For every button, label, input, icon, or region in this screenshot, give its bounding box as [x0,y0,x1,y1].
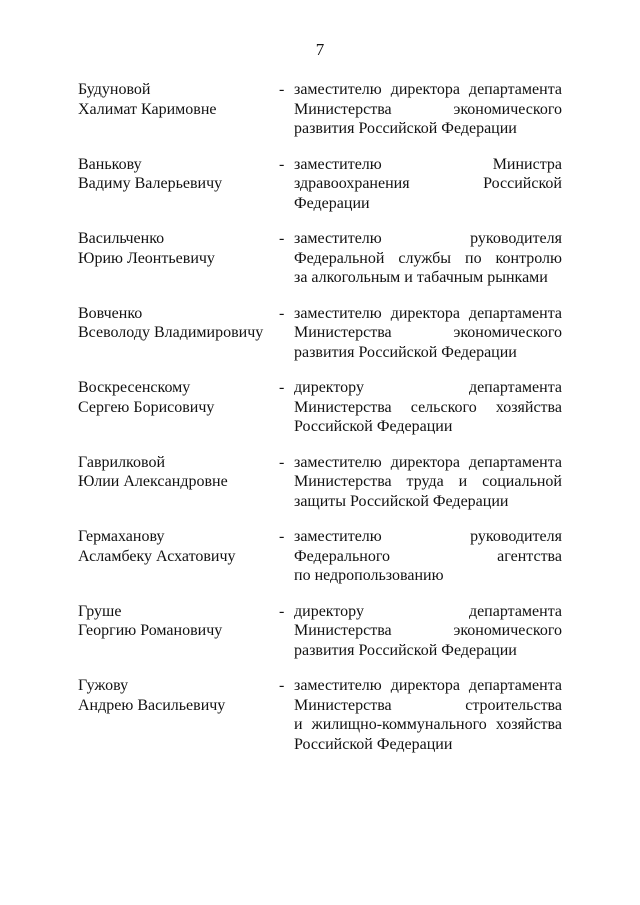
position-line [294,194,562,214]
position-word: экономического [453,324,562,342]
position-line [294,492,562,512]
position-word: Российской Федерации [294,418,453,436]
position-word: по [465,249,482,267]
position-line [294,566,562,586]
position-word: Министерства [294,473,392,491]
separator-dash: - [279,528,285,545]
position-word: заместителю [294,677,382,694]
position-word: Министерства [294,622,392,640]
position-word: Министра [492,155,562,173]
person-name [78,602,278,641]
position-word: Министерства [294,696,392,714]
position-word: заместителю [294,230,382,247]
position-word: экономического [453,622,562,640]
position-word: департамента [468,379,562,396]
separator-dash: - [279,81,285,98]
person-name-line: Юрию Леонтьевичу [78,249,215,267]
position-word: заместителю [294,304,382,322]
person-name-line: Вадиму Валерьевичу [78,175,223,193]
appointment-entry [0,155,640,230]
position-word: департамента [468,602,562,620]
person-name [78,453,278,492]
separator-dash: - [279,379,285,396]
person-name-line: Сергею Борисовичу [78,398,215,416]
separator-dash: - [279,155,285,173]
position-word: и [458,473,468,491]
position-word: агентства [497,547,562,565]
person-name-line: Гермаханову [78,528,165,545]
position-word: заместителю [294,528,382,545]
appointment-entry [0,304,640,379]
position-line [294,155,562,175]
position-line [294,343,562,363]
person-name [78,304,278,343]
position-word: за алкогольным и табачным рынками [294,269,548,287]
position-word: Российской [483,175,562,193]
separator-dash: - [279,677,285,694]
position-word: директора [390,81,460,98]
position-word: развития Российской Федерации [294,641,517,659]
position-title [294,155,562,214]
position-line [294,323,562,343]
person-name-line: Андрею Васильевичу [78,696,226,714]
page-number: 7 [315,40,325,59]
person-name-line: Будуновой [78,81,151,98]
position-word: департамента [468,304,562,322]
position-word: директору [294,379,364,396]
position-line [294,696,562,716]
position-word: развития Российской Федерации [294,120,517,138]
position-title [294,378,562,437]
person-name-line: Воскресенскому [78,379,191,396]
position-word: директора [390,677,460,694]
person-name [78,676,278,715]
person-name [78,80,278,119]
position-word: хозяйства [495,398,562,416]
position-word: развития Российской Федерации [294,343,517,361]
position-line [294,304,562,324]
position-title [294,527,562,586]
position-word: директору [294,602,364,620]
position-word: Федеральной [294,249,385,267]
appointment-list [0,80,640,756]
position-word: департамента [468,81,562,98]
position-word: Федерации [294,194,370,212]
position-word: Российской Федерации [294,735,453,753]
appointment-entry [0,453,640,528]
position-title [294,602,562,661]
position-line [294,676,562,696]
position-line [294,453,562,473]
position-line [294,527,562,547]
position-line [294,715,562,735]
position-word: Министерства [294,398,392,416]
person-name [78,527,278,566]
position-line [294,735,562,755]
position-word: контролю [495,249,562,267]
position-word: департамента [468,677,562,694]
position-title [294,304,562,363]
position-word: Министерства [294,324,392,342]
appointment-entry [0,80,640,155]
position-word: заместителю [294,155,382,173]
appointment-entry [0,602,640,677]
position-word: жилищно-коммунального [311,716,487,734]
person-name-line: Васильченко [78,230,165,247]
person-name-line: Гаврилковой [78,453,166,471]
position-line [294,100,562,120]
person-name-line: Гужову [78,677,129,694]
position-word: социальной [482,473,562,491]
person-name-line: Груше [78,602,122,620]
position-line [294,641,562,661]
position-line [294,547,562,567]
appointment-entry [0,229,640,304]
position-line [294,80,562,100]
position-line [294,119,562,139]
position-title [294,676,562,754]
person-name-line: Халимат Каримовне [78,100,217,118]
position-line [294,621,562,641]
person-name-line: Георгию Романовичу [78,622,223,640]
position-word: здравоохранения [294,175,410,193]
position-line [294,229,562,249]
position-word: заместителю [294,81,382,98]
person-name [78,378,278,417]
person-name-line: Ванькову [78,155,142,173]
separator-dash: - [279,602,285,620]
position-word: департамента [468,453,562,471]
position-word: хозяйства [495,716,562,734]
position-word: экономического [453,100,562,118]
position-word: руководителя [470,528,562,545]
position-word: и [294,716,303,734]
position-line [294,249,562,269]
person-name-line: Юлии Александровне [78,473,228,491]
position-word: директора [390,304,460,322]
position-line [294,602,562,622]
position-line [294,268,562,288]
position-line [294,378,562,398]
position-title [294,453,562,512]
appointment-entry [0,676,640,756]
position-line [294,417,562,437]
position-line [294,472,562,492]
position-word: труда [406,473,444,491]
appointment-entry [0,527,640,602]
position-word: защиты Российской Федерации [294,492,509,510]
separator-dash: - [279,230,285,247]
position-title [294,80,562,139]
position-word: Федерального [294,547,391,565]
position-word: руководителя [470,230,562,247]
position-word: по недропользованию [294,567,444,585]
separator-dash: - [279,453,285,471]
position-word: заместителю [294,453,382,471]
position-word: строительства [465,696,562,714]
position-word: Министерства [294,100,392,118]
appointment-entry [0,378,640,453]
position-word: сельского [410,398,477,416]
position-title [294,229,562,288]
person-name-line: Асламбеку Асхатовичу [78,547,236,565]
position-line [294,398,562,418]
position-word: директора [390,453,460,471]
person-name-line: Вовченко [78,304,143,322]
separator-dash: - [279,304,285,322]
position-word: службы [398,249,452,267]
person-name [78,229,278,268]
position-line [294,174,562,194]
person-name [78,155,278,194]
person-name-line: Всеволоду Владимировичу [78,324,264,342]
